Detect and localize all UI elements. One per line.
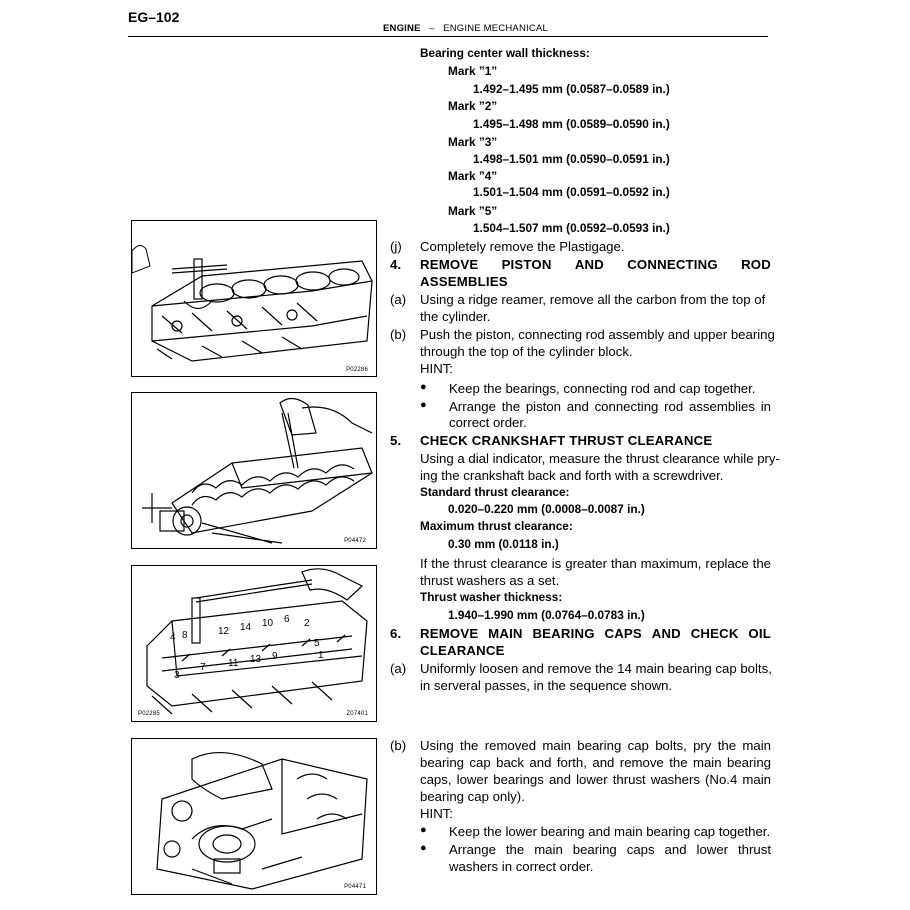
step6-title xyxy=(420,625,771,642)
step6-number: 6. xyxy=(390,626,402,641)
step4a-line2: the cylinder. xyxy=(420,309,491,324)
figure-code: P02285 xyxy=(138,711,160,717)
section-sub: ENGINE MECHANICAL xyxy=(443,23,548,34)
step4-number: 4. xyxy=(390,257,402,272)
bullet-icon: ● xyxy=(420,842,427,854)
step6-title-word: BEARING xyxy=(532,626,595,641)
step4-title-word: PISTON xyxy=(501,257,552,272)
step4-title-line2: ASSEMBLIES xyxy=(420,274,508,289)
step4-title-word: CONNECTING xyxy=(627,257,718,272)
step6a-line2: in serveral passes, in the sequence shown. xyxy=(420,678,673,693)
step6-title-line2: CLEARANCE xyxy=(420,643,505,658)
section-title xyxy=(383,23,548,34)
bolt-seq-number: 4 xyxy=(170,632,176,643)
bolt-seq-number: 8 xyxy=(182,630,188,641)
figure-bolt-sequence xyxy=(131,565,377,722)
step4b-line2: through the top of the cylinder block. xyxy=(420,344,633,359)
step6-bullet1: Keep the lower bearing and main bearing cap together. xyxy=(449,824,771,839)
step4-bullet1: Keep the bearings, connecting rod and cap together. xyxy=(449,381,756,396)
step5-note-line1: If the thrust clearance is greater than maximum, replace the xyxy=(420,556,771,571)
figure-dial-indicator xyxy=(131,392,377,549)
std-thrust-value: 0.020–0.220 mm (0.0008–0.0087 in.) xyxy=(448,502,645,516)
bolt-seq-number: 3 xyxy=(174,670,180,681)
step5-number: 5. xyxy=(390,433,402,448)
wall-thickness-title: Bearing center wall thickness: xyxy=(420,46,590,60)
step4a-label: (a) xyxy=(390,292,407,307)
step6b-line4: bearing cap only). xyxy=(420,789,525,804)
step6-title-word: OIL xyxy=(748,626,771,641)
step4-title-word: REMOVE xyxy=(420,257,479,272)
dial-indicator-illustration xyxy=(132,393,376,548)
bullet-icon: ● xyxy=(420,824,427,836)
mark-1: Mark ”1” xyxy=(448,64,498,78)
max-thrust-value: 0.30 mm (0.0118 in.) xyxy=(448,537,559,551)
bolt-seq-number: 2 xyxy=(304,618,310,629)
step4a-line1: Using a ridge reamer, remove all the carbon from the top of xyxy=(420,292,766,307)
step4b-line1: Push the piston, connecting rod assembly and upper bearing xyxy=(420,327,775,342)
step6-bullet2-line2: washers in correct order. xyxy=(449,859,594,874)
bolt-seq-number: 1 xyxy=(318,650,324,661)
bolt-seq-number: 6 xyxy=(284,614,290,625)
bearing-cap-removal-illustration xyxy=(132,739,376,894)
step-j-label: (j) xyxy=(390,239,402,254)
step4-title xyxy=(420,256,771,273)
step4-title-word: AND xyxy=(574,257,604,272)
step4-hint: HINT: xyxy=(420,361,453,376)
figure-code: P02286 xyxy=(346,367,368,373)
std-thrust-label: Standard thrust clearance: xyxy=(420,485,570,499)
mark-5-value: 1.504–1.507 mm (0.0592–0.0593 in.) xyxy=(473,221,670,235)
step6a-label: (a) xyxy=(390,661,407,676)
step6a-line1: Uniformly loosen and remove the 14 main bearing cap bolts, xyxy=(420,661,772,676)
figure-code: Z07401 xyxy=(346,711,368,717)
ridge-reamer-illustration xyxy=(132,221,376,376)
bolt-sequence-illustration xyxy=(132,566,376,721)
step-j-text: Completely remove the Plastigage. xyxy=(420,239,625,254)
section-main: ENGINE xyxy=(383,23,421,34)
mark-3-value: 1.498–1.501 mm (0.0590–0.0591 in.) xyxy=(473,152,670,166)
step5-title: CHECK CRANKSHAFT THRUST CLEARANCE xyxy=(420,433,713,448)
step6-title-word: MAIN xyxy=(488,626,523,641)
mark-4-value: 1.501–1.504 mm (0.0591–0.0592 in.) xyxy=(473,185,670,199)
step4b-label: (b) xyxy=(390,327,407,342)
bolt-seq-number: 7 xyxy=(200,662,206,673)
figure-bearing-cap-removal xyxy=(131,738,377,895)
mark-4: Mark ”4” xyxy=(448,169,498,183)
step5-note-line2: thrust washers as a set. xyxy=(420,573,560,588)
bolt-seq-number: 13 xyxy=(250,654,262,665)
bolt-seq-number: 10 xyxy=(262,618,274,629)
step6b-line2: bearing cap back and forth, and remove the main bearing xyxy=(420,755,771,770)
mark-2: Mark ”2” xyxy=(448,99,498,113)
step6-title-word: REMOVE xyxy=(420,626,479,641)
step6-bullet2-line1: Arrange the main bearing caps and lower thrust xyxy=(449,842,771,857)
step6b-label: (b) xyxy=(390,738,407,753)
mark-1-value: 1.492–1.495 mm (0.0587–0.0589 in.) xyxy=(473,82,670,96)
washer-thickness-value: 1.940–1.990 mm (0.0764–0.0783 in.) xyxy=(448,608,645,622)
mark-5: Mark ”5” xyxy=(448,204,498,218)
step4-bullet2-line2: correct order. xyxy=(449,415,527,430)
step6-hint: HINT: xyxy=(420,806,453,821)
bolt-seq-number: 11 xyxy=(228,658,239,669)
max-thrust-label: Maximum thrust clearance: xyxy=(420,519,573,533)
section-dash: – xyxy=(429,23,435,34)
bolt-seq-number: 12 xyxy=(218,626,230,637)
page-number: EG–102 xyxy=(128,9,180,25)
step6-title-word: CAPS xyxy=(604,626,642,641)
bullet-icon: ● xyxy=(420,399,427,411)
step6-title-word: CHECK xyxy=(690,626,739,641)
step4-bullet2-line1: Arrange the piston and connecting rod assemblies in xyxy=(449,399,771,414)
bullet-icon: ● xyxy=(420,381,427,393)
mark-2-value: 1.495–1.498 mm (0.0589–0.0590 in.) xyxy=(473,117,670,131)
washer-thickness-label: Thrust washer thickness: xyxy=(420,590,563,604)
step6b-line1: Using the removed main bearing cap bolts, pry the main xyxy=(420,738,771,753)
figure-ridge-reamer xyxy=(131,220,377,377)
step5-line1: Using a dial indicator, measure the thrust clearance while pry- xyxy=(420,451,780,466)
figure-code: P04472 xyxy=(344,538,366,544)
bolt-seq-number: 14 xyxy=(240,622,252,633)
figure-code: P04471 xyxy=(344,884,366,890)
header-rule xyxy=(128,36,768,37)
step6-title-word: AND xyxy=(651,626,681,641)
bolt-seq-number: 5 xyxy=(314,638,320,649)
step4-title-word: ROD xyxy=(741,257,771,272)
mark-3: Mark ”3” xyxy=(448,135,498,149)
bolt-seq-number: 9 xyxy=(272,651,278,662)
step6b-line3: caps, lower bearings and lower thrust washers (No.4 main xyxy=(420,772,771,787)
step5-line2: ing the crankshaft back and forth with a screwdriver. xyxy=(420,468,724,483)
